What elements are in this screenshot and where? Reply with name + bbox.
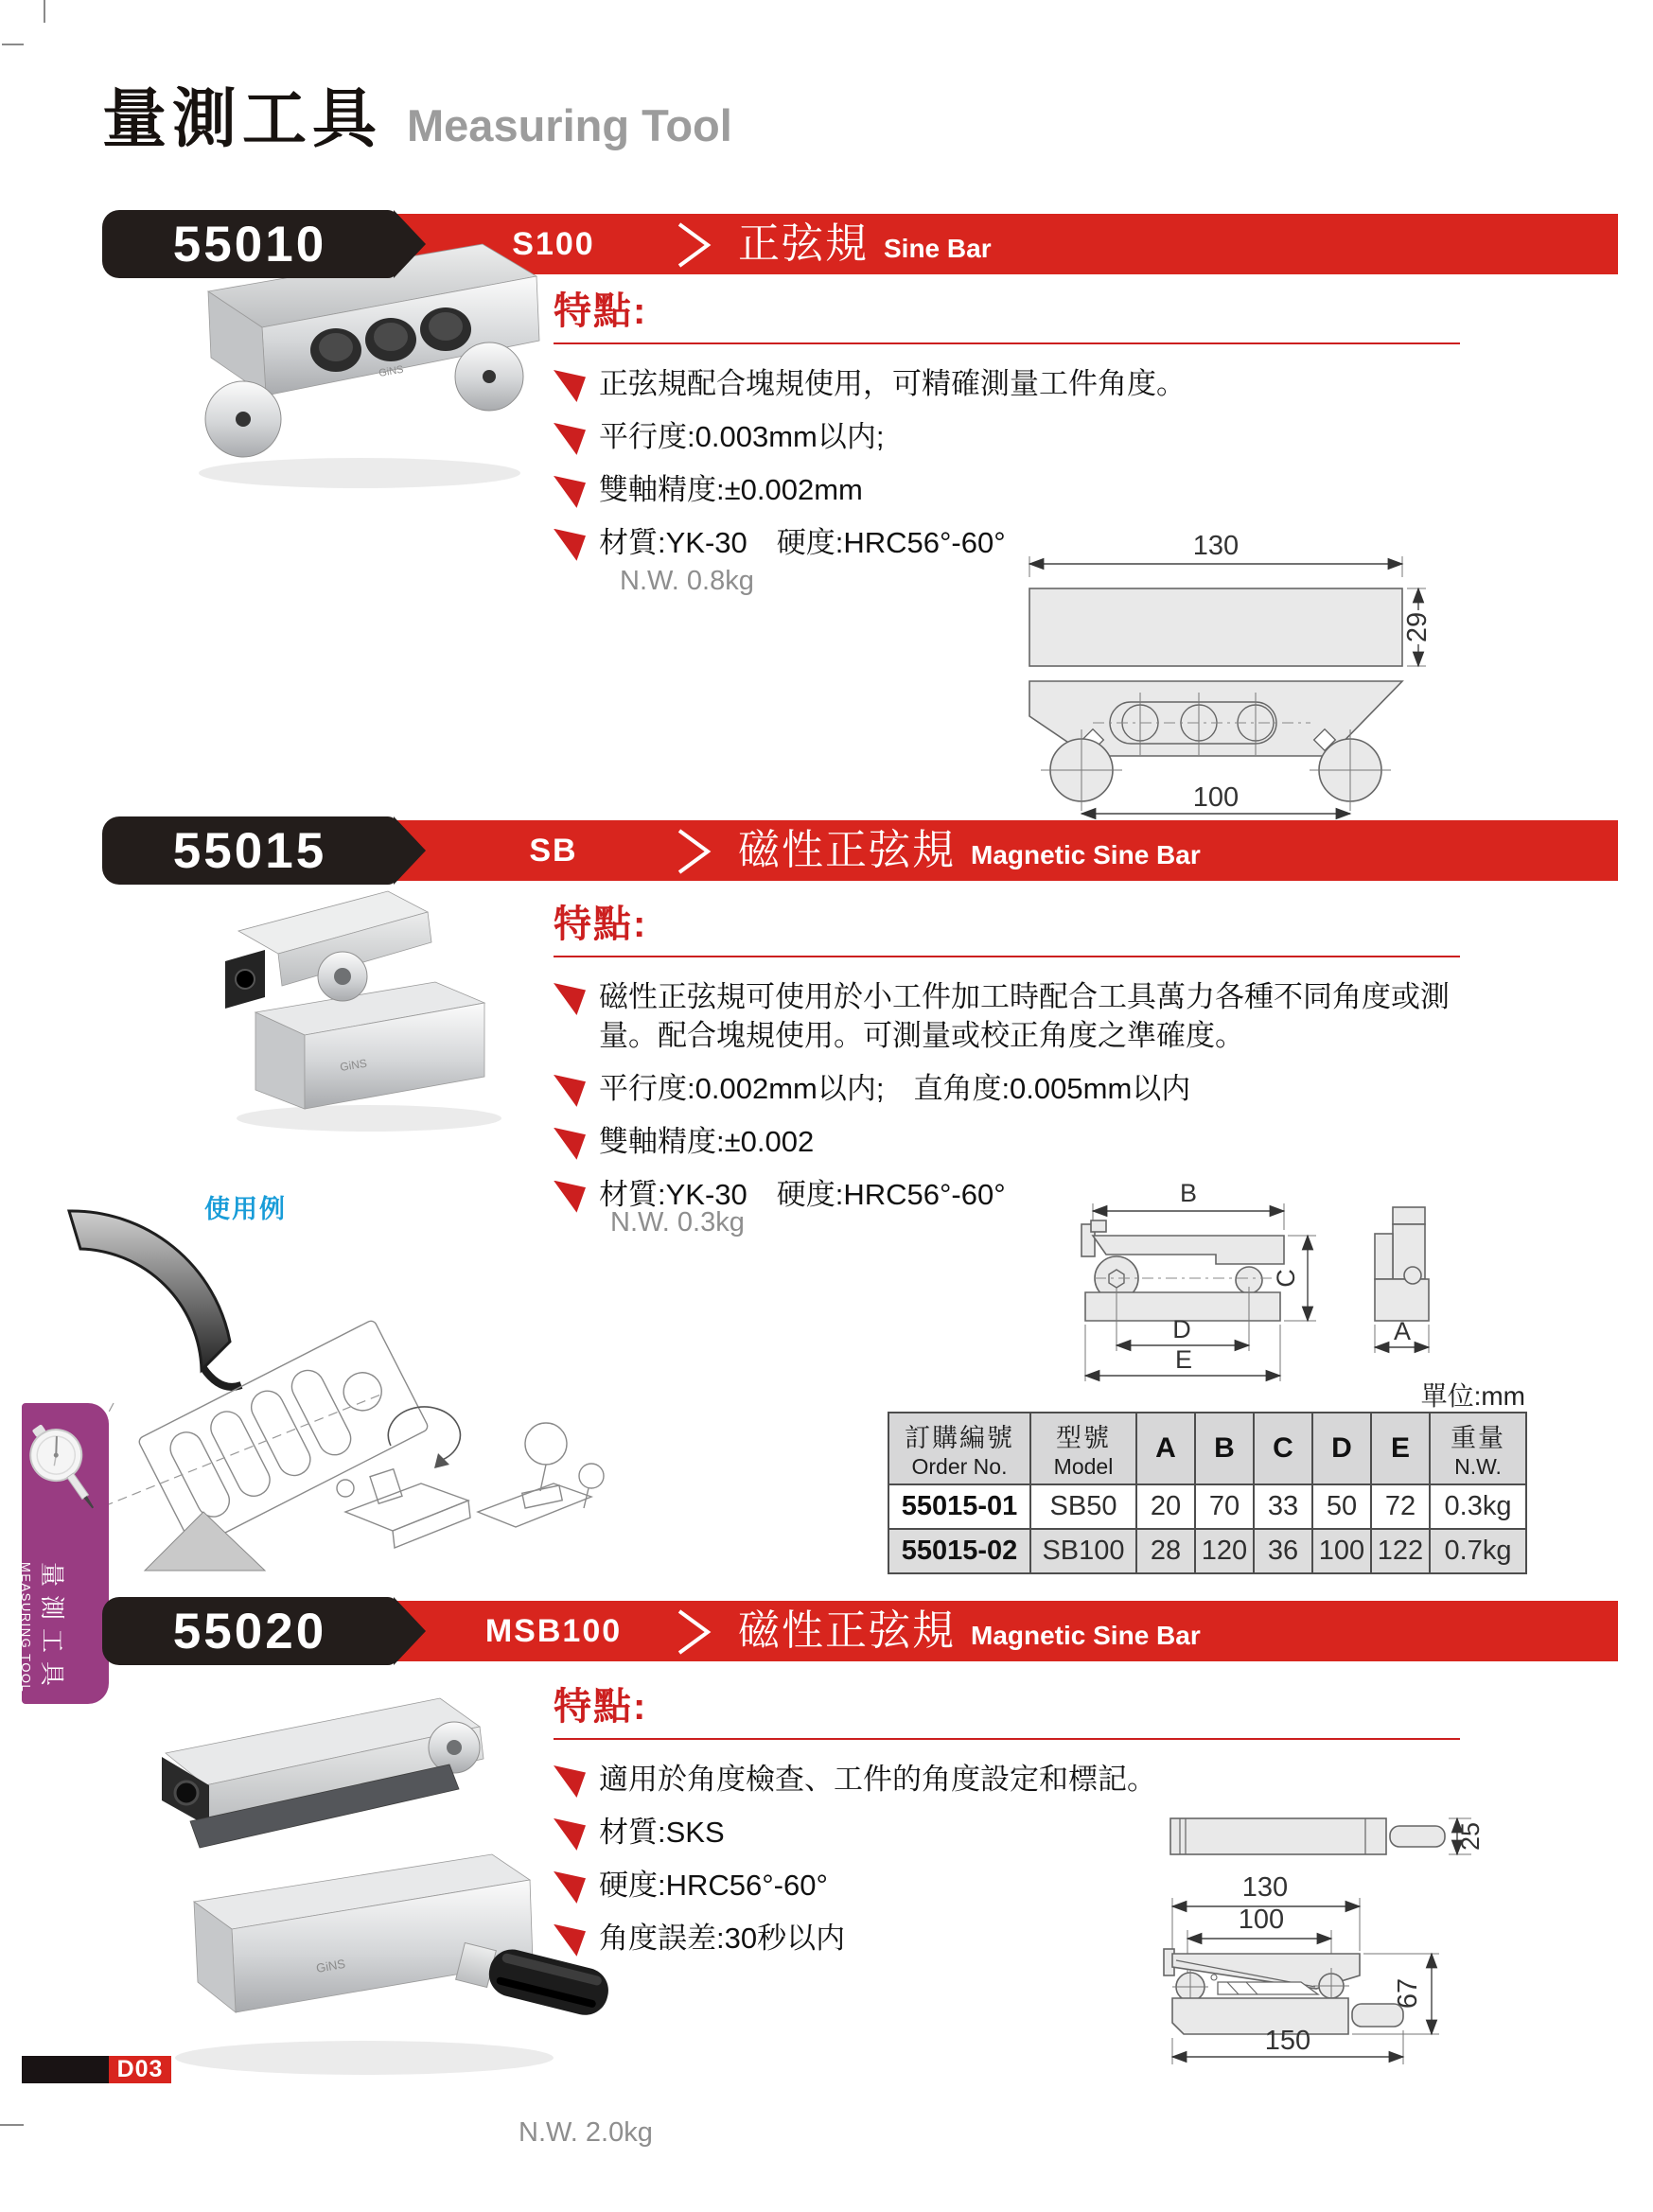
feature-item: 材質:YK-30 硬度:HRC56°-60° <box>554 1176 1460 1215</box>
code-arrow-tip <box>394 1597 426 1665</box>
dial-indicator-icon <box>33 1416 97 1530</box>
bullet-triangle-icon <box>554 1075 586 1107</box>
feature-item: 材質:SKS <box>554 1814 1460 1852</box>
feature-item: 平行度:0.002mm以内; 直角度:0.005mm以内 <box>554 1070 1460 1109</box>
dimension-drawing-sine-bar <box>998 522 1433 825</box>
code-arrow-tip <box>394 816 426 885</box>
bullet-triangle-icon <box>554 370 586 402</box>
page-number-badge: D03 <box>109 2056 171 2083</box>
usage-example-label: 使用例 <box>204 1195 287 1223</box>
feature-item: 平行度:0.003mm以内; <box>554 418 1460 457</box>
side-tab-label <box>19 1562 71 1694</box>
dim-100: 100 <box>1192 782 1240 813</box>
dim-A: A <box>1393 1317 1412 1345</box>
cell-a: 28 <box>1136 1529 1195 1573</box>
chevron-icon <box>674 221 717 269</box>
features-55015 <box>554 894 1460 1229</box>
net-weight-label: N.W. 0.8kg <box>620 566 754 596</box>
usage-example-illustration <box>62 1200 606 1578</box>
product-name-en: Magnetic Sine Bar <box>971 840 1201 869</box>
dim-E: E <box>1174 1345 1193 1374</box>
product-name-zh: 磁性正弦規 <box>738 1607 956 1654</box>
page-title-zh: 量測工具 <box>102 83 383 155</box>
product-model: MSB100 <box>484 1612 623 1649</box>
dim-C: C <box>1272 1269 1300 1288</box>
product-photo-magnetic-sine-bar <box>199 870 539 1145</box>
side-tab-measuring-tool <box>19 1403 109 1704</box>
dim-B: B <box>1179 1179 1198 1207</box>
feature-item: 磁性正弦規可使用於小工件加工時配合工具萬力各種不同角度或測量。配合塊規使用。可測量或校正角度之準確度。 <box>554 978 1460 1056</box>
feature-item: 硬度:HRC56°-60° <box>554 1867 1460 1905</box>
table-row <box>888 1484 1526 1529</box>
dimension-drawing-msb100 <box>1159 1799 1490 2083</box>
dimension-drawing-magnetic-sine-bar <box>1074 1181 1528 1408</box>
feature-item: 適用於角度檢查、工件的角度設定和標記。 <box>554 1761 1460 1799</box>
dim-29: 29 <box>1402 611 1433 643</box>
crop-mark <box>2 44 24 45</box>
bullet-triangle-icon <box>554 529 586 561</box>
side-tab-en: MEASURING TOOL <box>19 1562 33 1694</box>
col-header-model: 型號 Model <box>1030 1413 1136 1484</box>
feature-item: 角度誤差:30秒以内 <box>554 1920 1460 1958</box>
cell-order: 55015-02 <box>888 1529 1030 1573</box>
cell-weight: 0.3kg <box>1430 1484 1526 1529</box>
col-header-b: B <box>1195 1413 1254 1484</box>
page-title <box>102 68 732 160</box>
product-name-zh: 磁性正弦規 <box>738 827 956 873</box>
bullet-triangle-icon <box>554 1181 586 1213</box>
svg-text:GiNS: GiNS <box>378 363 405 379</box>
bullet-triangle-icon <box>554 423 586 455</box>
cell-d: 100 <box>1312 1529 1371 1573</box>
product-name <box>738 820 1201 881</box>
chevron-icon <box>674 1608 717 1656</box>
section-banner-55015 <box>102 816 1618 885</box>
bullet-triangle-icon <box>554 983 586 1015</box>
cell-c: 36 <box>1254 1529 1312 1573</box>
cell-a: 20 <box>1136 1484 1195 1529</box>
chevron-icon <box>674 828 717 875</box>
crop-mark <box>0 2124 24 2126</box>
bullet-triangle-icon <box>554 1128 586 1160</box>
product-code: 55010 <box>102 210 397 278</box>
net-weight-label: N.W. 0.3kg <box>610 1207 745 1238</box>
features-title: 特點: <box>554 290 648 332</box>
dim-150: 150 <box>1264 2026 1311 2056</box>
code-arrow-tip <box>394 210 426 278</box>
col-header-a: A <box>1136 1413 1195 1484</box>
cell-c: 33 <box>1254 1484 1312 1529</box>
features-rule <box>554 956 1460 957</box>
col-header-c: C <box>1254 1413 1312 1484</box>
dim-130: 130 <box>1192 531 1240 561</box>
product-code: 55020 <box>102 1597 397 1665</box>
feature-item: 雙軸精度:±0.002 <box>554 1123 1460 1162</box>
spec-table <box>888 1412 1527 1574</box>
dim-67: 67 <box>1393 1977 1423 2010</box>
cell-model: SB100 <box>1030 1529 1136 1573</box>
dim-130: 130 <box>1241 1872 1289 1903</box>
cell-order: 55015-01 <box>888 1484 1030 1529</box>
dim-D: D <box>1172 1315 1191 1343</box>
section-banner-55020 <box>102 1597 1618 1665</box>
feature-item: 材質:YK-30 硬度:HRC56°-60° <box>554 524 1460 563</box>
section-banner-55010 <box>102 210 1618 278</box>
svg-text:GiNS: GiNS <box>339 1056 368 1074</box>
product-name-en: Sine Bar <box>884 234 992 263</box>
bullet-triangle-icon <box>554 1924 586 1957</box>
bullet-triangle-icon <box>554 476 586 508</box>
svg-text:GiNS: GiNS <box>314 1956 347 1975</box>
features-rule <box>554 342 1460 344</box>
product-photo-magnetic-sine-bar-msb <box>128 1660 591 2115</box>
cell-e: 122 <box>1371 1529 1430 1573</box>
side-tab-zh: 量測工具 <box>38 1562 66 1695</box>
product-name <box>738 214 992 274</box>
net-weight-label: N.W. 2.0kg <box>519 2117 653 2148</box>
cell-model: SB50 <box>1030 1484 1136 1529</box>
feature-item: 雙軸精度:±0.002mm <box>554 471 1460 510</box>
features-title: 特點: <box>554 1686 648 1728</box>
product-model: SB <box>529 832 578 869</box>
bullet-triangle-icon <box>554 1818 586 1851</box>
cell-e: 72 <box>1371 1484 1430 1529</box>
features-title: 特點: <box>554 904 648 945</box>
cell-weight: 0.7kg <box>1430 1529 1526 1573</box>
table-header-row <box>888 1413 1526 1484</box>
product-name <box>738 1601 1201 1661</box>
product-name-en: Magnetic Sine Bar <box>971 1621 1201 1650</box>
dim-25: 25 <box>1456 1821 1485 1852</box>
crop-mark <box>44 0 45 23</box>
bullet-triangle-icon <box>554 1765 586 1798</box>
feature-item: 正弦規配合塊規使用，可精確測量工件角度。 <box>554 365 1460 404</box>
features-rule <box>554 1738 1460 1740</box>
page-number <box>22 2056 171 2083</box>
col-header-weight: 重量 N.W. <box>1430 1413 1526 1484</box>
cell-d: 50 <box>1312 1484 1371 1529</box>
unit-label: 單位:mm <box>1420 1381 1525 1411</box>
page-number-black-bar <box>22 2056 109 2083</box>
table-row <box>888 1529 1526 1573</box>
product-model: S100 <box>512 225 595 262</box>
page-title-en: Measuring Tool <box>407 100 732 150</box>
col-header-order: 訂購編號 Order No. <box>888 1413 1030 1484</box>
cell-b: 70 <box>1195 1484 1254 1529</box>
col-header-d: D <box>1312 1413 1371 1484</box>
cell-b: 120 <box>1195 1529 1254 1573</box>
features-list <box>554 978 1460 1215</box>
product-code: 55015 <box>102 816 397 885</box>
product-name-zh: 正弦規 <box>738 220 869 267</box>
dim-100: 100 <box>1238 1905 1285 1935</box>
col-header-e: E <box>1371 1413 1430 1484</box>
bullet-triangle-icon <box>554 1871 586 1904</box>
